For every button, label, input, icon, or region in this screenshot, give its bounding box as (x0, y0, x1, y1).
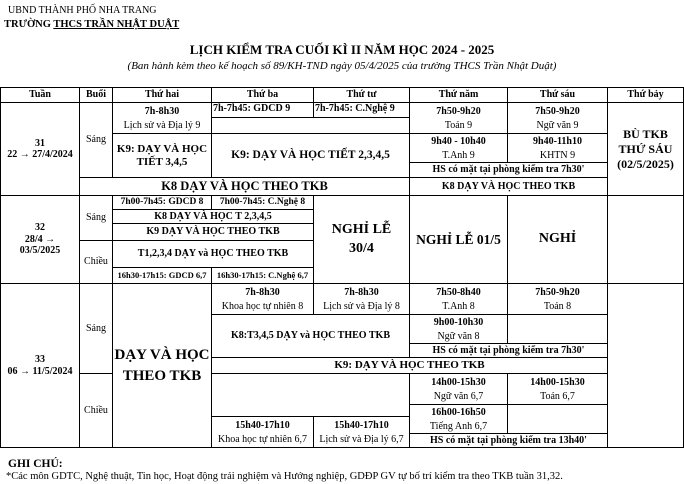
w32-tue-exam: 7h00-7h45: C.Nghệ 8 (211, 195, 314, 210)
w33-wed-pm-exam (313, 416, 410, 448)
w33-thu-exam-2 (409, 314, 508, 344)
col-header-sat: Thứ bảy (607, 87, 684, 103)
authority-name: UBND THÀNH PHỐ NHA TRANG (8, 5, 157, 16)
w31-fri2-time: 9h40-11h10 (533, 136, 582, 147)
week-32-number: 32 (35, 222, 45, 234)
w31-thu2-time: 9h40 - 10h40 (431, 136, 486, 147)
w32-k8: K8 DẠY VÀ HỌC T 2,3,4,5 (112, 209, 314, 224)
col-header-tue: Thứ ba (211, 87, 314, 103)
w33-tue-subject: Khoa học tự nhiên 8 (221, 300, 304, 312)
w32-pm-mon: 16h30-17h15: GDCD 6,7 (112, 267, 212, 284)
w32-session-morning: Sáng (79, 195, 113, 241)
w33-sat-blank (607, 283, 684, 448)
w33-wed-pm-subject: Lịch sử và Địa lý 6,7 (319, 433, 404, 445)
w33-mon-line2: THEO TKB (122, 367, 202, 384)
col-header-session: Buổi (79, 87, 113, 103)
w33-fri-pm-time: 14h00-15h30 (530, 377, 585, 388)
w31-sat-line3: (02/5/2025) (617, 156, 674, 171)
w31-thu-subject: Toán 9 (444, 119, 473, 131)
w32-thu-holiday: NGHỈ LỄ 01/5 (409, 195, 508, 284)
w33-mon-line1: DẠY VÀ HỌC (114, 347, 210, 364)
w33-fri-pm-subject: Toán 6,7 (540, 390, 575, 402)
w31-sat-line2: THỨ SÁU (618, 141, 673, 156)
page-subtitle: (Ban hành kèm theo kế hoạch số 89/KH-TND ngày 05/4/2025 của trường THCS Trần Nhật Duật) (127, 60, 557, 72)
w32-session-afternoon: Chiều (79, 240, 113, 284)
w31-thu-exam-2 (409, 133, 508, 163)
week-31-range: 22 → 27/4/2024 (7, 149, 73, 160)
w31-fri-subject: Ngữ văn 9 (536, 119, 579, 131)
w31-sat-makeup (607, 102, 684, 196)
w33-thu-pm-time: 14h00-15h30 (431, 377, 486, 388)
w31-thu-exam (409, 102, 508, 134)
w33-tue-pm-exam (211, 416, 314, 448)
w33-wed-time: 7h-8h30 (344, 287, 379, 298)
col-header-mon: Thứ hai (112, 87, 212, 103)
footer-note: *Các môn GDTC, Nghệ thuật, Tin học, Hoạt động trải nghiệm và Hướng nghiệp, GDĐP GV tự bố trí kiểm tra theo TKB tuần 31,32. (6, 471, 563, 482)
page-title: LỊCH KIỂM TRA CUỐI KÌ II NĂM HỌC 2024 - 2025 (189, 42, 495, 57)
col-header-thu: Thứ năm (409, 87, 508, 103)
w33-thu-exam (409, 283, 508, 315)
w31-session-morning: Sáng (79, 102, 113, 178)
w32-k9: K9 DẠY VÀ HỌC THEO TKB (112, 223, 314, 241)
w33-wed-pm-time: 15h40-17h10 (334, 420, 389, 431)
w33-tue-pm-time: 15h40-17h10 (235, 420, 290, 431)
w33-fri-pm-blank (507, 404, 608, 434)
w33-tue-time: 7h-8h30 (245, 287, 280, 298)
w31-k9-mon-line1: K9: DẠY VÀ HỌC (116, 142, 208, 155)
w33-session-afternoon: Chiều (79, 373, 113, 448)
week-32-label (0, 195, 80, 284)
week-31-label (0, 102, 80, 196)
week-32-range-2: 03/5/2025 (19, 245, 61, 257)
school-prefix: TRƯỜNG (4, 19, 51, 30)
w33-mon-regular (112, 283, 212, 448)
w33-thu2-subject: Ngữ văn 8 (437, 330, 480, 342)
week-33-number: 33 (35, 354, 45, 365)
w31-k9-mon-line2: TIẾT 3,4,5 (136, 155, 188, 168)
w31-mon-time: 7h-8h30 (144, 106, 180, 117)
school-name (4, 19, 179, 30)
week-33-label (0, 283, 80, 448)
w31-wed-exam: 7h-7h45: C.Nghệ 9 (313, 102, 410, 118)
w31-mon-subject: Lịch sử và Địa lý 9 (123, 119, 201, 131)
school-name-text: THCS TRẦN NHẬT DUẬT (53, 19, 180, 30)
col-header-wed: Thứ tư (313, 87, 410, 103)
w31-thu2-subject: T.Anh 9 (442, 149, 475, 161)
w33-fri-subject: Toán 8 (543, 300, 572, 312)
w33-wed-subject: Lịch sử và Địa lý 8 (323, 300, 400, 312)
footer-title: GHI CHÚ: (8, 458, 63, 470)
w32-pm-tue: 16h30-17h15: C.Nghệ 6,7 (211, 267, 314, 284)
week-32-range-1: 28/4 → (24, 233, 56, 245)
w33-attend-pm: HS có mặt tại phòng kiểm tra 13h40' (409, 433, 608, 448)
w32-wed-holiday (313, 195, 410, 284)
w31-fri-exam (507, 102, 608, 134)
col-header-week: Tuần (0, 87, 80, 103)
w33-session-morning: Sáng (79, 283, 113, 374)
w33-fri-blank (507, 314, 608, 344)
w33-tue-pm-blank (211, 373, 410, 417)
w33-thu-subject: T.Anh 8 (442, 300, 475, 312)
w32-wed-line1: NGHỈ LỄ (331, 221, 392, 237)
w32-fri-holiday: NGHỈ (507, 195, 608, 284)
w31-attend-note: HS có mặt tại phòng kiểm tra 7h30' (409, 162, 608, 178)
w31-tue-wed-blank (211, 117, 410, 134)
w33-wed-exam (313, 283, 410, 315)
w33-tue-pm-subject: Khoa học tự nhiên 6,7 (217, 433, 307, 445)
w31-k9-tue-wed: K9: DẠY VÀ HỌC TIẾT 2,3,4,5 (211, 133, 410, 178)
w33-thu-pm-subject: Ngữ văn 6,7 (433, 390, 484, 402)
w33-thu-time: 7h50-8h40 (436, 287, 481, 298)
w32-afternoon-classes: T1,2,3,4 DẠY và HỌC THEO TKB (112, 240, 314, 268)
w31-k8-left: K8 DẠY VÀ HỌC THEO TKB (79, 177, 410, 196)
w33-thu-pm-exam-2 (409, 404, 508, 434)
w32-sat-blank (607, 195, 684, 284)
w33-attend-am: HS có mặt tại phòng kiểm tra 7h30' (409, 343, 608, 358)
w33-tue-exam (211, 283, 314, 315)
w33-fri-time: 7h50-9h20 (535, 287, 580, 298)
week-31-number: 31 (35, 137, 45, 149)
w32-wed-line2: 30/4 (349, 240, 374, 256)
w31-mon-exam (112, 102, 212, 134)
w33-thu-pm2-time: 16h00-16h50 (431, 407, 486, 418)
w31-k8-right: K8 DẠY VÀ HỌC THEO TKB (409, 177, 608, 196)
w31-fri-exam-2 (507, 133, 608, 163)
w33-k8: K8:T3,4,5 DẠY và HỌC THEO TKB (211, 314, 410, 358)
w33-fri-exam (507, 283, 608, 315)
w33-thu-pm2-subject: Tiếng Anh 6,7 (429, 420, 488, 432)
w33-fri-pm-exam (507, 373, 608, 405)
week-33-range: 06 → 11/5/2024 (7, 365, 73, 377)
w33-thu2-time: 9h00-10h30 (433, 317, 484, 328)
col-header-fri: Thứ sáu (507, 87, 608, 103)
w31-thu-time: 7h50-9h20 (436, 106, 481, 117)
w33-thu-pm-exam (409, 373, 508, 405)
w32-mon-exam: 7h00-7h45: GDCD 8 (112, 195, 212, 210)
w31-tue-exam: 7h-7h45: GDCD 9 (211, 102, 314, 118)
w33-k9: K9: DẠY VÀ HỌC THEO TKB (211, 357, 608, 374)
w31-fri2-subject: KHTN 9 (539, 149, 576, 161)
w31-k9-mon (112, 133, 212, 178)
w31-fri-time: 7h50-9h20 (535, 106, 580, 117)
w31-sat-line1: BÙ TKB (623, 126, 668, 141)
